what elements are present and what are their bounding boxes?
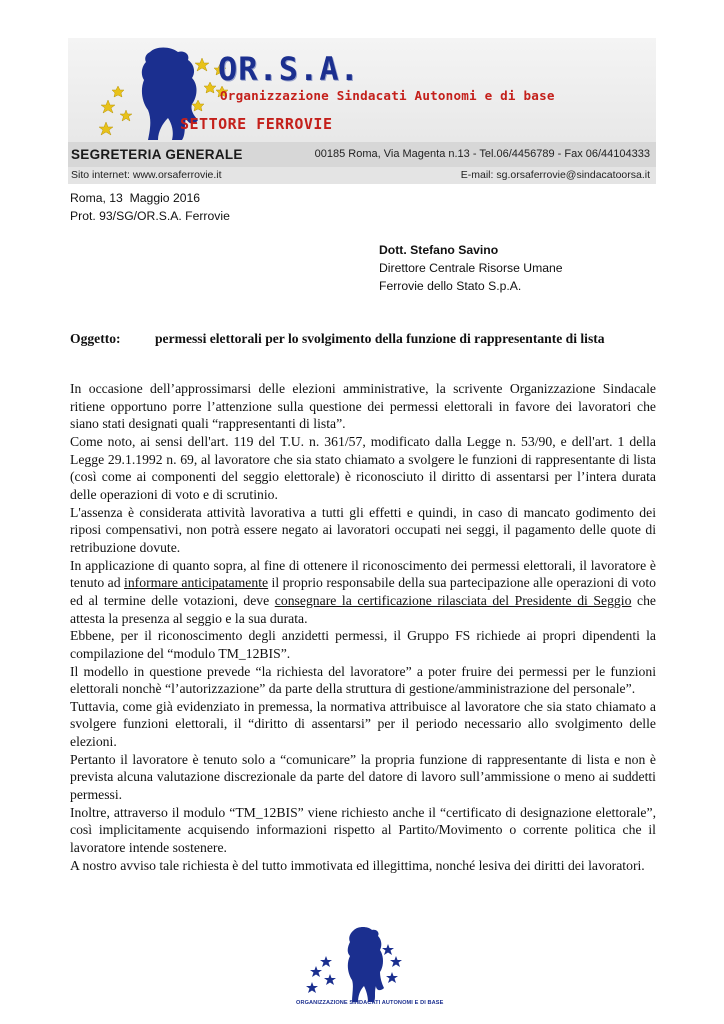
letterhead [68,38,656,184]
letterhead-info-bar [68,142,656,167]
body-text: che attesta la presenza al seggio e la sua durata. [70,592,656,626]
footer-bear-logo-icon [296,926,444,1006]
date-block [70,189,230,225]
subject-text: permessi elettorali per lo svolgimento della funzione di rappresentante di lista [155,331,605,346]
body-paragraph: Ebbene, per il riconoscimento degli anzidetti permessi, il Gruppo FS richiede ai propri dipendenti la compilazione del “modulo TM_12BIS”. [70,628,656,661]
brand-name: OR.S.A. [218,50,360,88]
recipient-company: Ferrovie dello Stato S.p.A. [379,279,522,293]
recipient-role: Direttore Centrale Risorse Umane [379,261,563,275]
website-link[interactable]: Sito internet: www.orsaferrovie.it [71,169,222,181]
sector-title: SETTORE FERROVIE [180,115,333,133]
body-text: il proprio responsabile della sua partecipazione alle operazioni di voto ed al termine delle votazioni, deve [70,575,656,608]
letter-date: Roma, 13 Maggio 2016 [70,191,201,205]
organization-full-name: Organizzazione Sindacati Autonomi e di base [220,88,555,103]
body-paragraph [70,557,656,628]
footer-caption: ORGANIZZAZIONE SINDACATI AUTONOMI E DI BASE [296,1000,444,1006]
body-paragraph: L'assenza è considerata attività lavorativa a tutti gli effetti e quindi, in caso di mancato godimento dei riposi compensativi, non potrà essere negato ai lavoratori occupati nei seggi, il pagamento delle quote di retribuzione dovute. [70,504,656,555]
recipient-block [379,241,563,295]
body-paragraph: Inoltre, attraverso il modulo “TM_12BIS” viene richiesto anche il “certificato di designazione elettorale”, così implicitamente acquisendo informazioni rispetto al Partito/Movimento o corrente politica che il lavoratore intende sostenere. [70,804,656,856]
body-text: In applicazione di quanto sopra, al fine di ottenere il riconoscimento dei permessi elettorali, il lavoratore è tenuto ad [70,557,656,591]
letter-body [70,380,656,874]
body-paragraph: A nostro avviso tale richiesta è del tutto immotivata ed illegittima, nonché lesiva dei diritti dei lavoratori. [70,857,645,873]
recipient-name: Dott. Stefano Savino [379,243,499,257]
body-paragraph: Tuttavia, come già evidenziato in premessa, la normativa attribuisce al lavoratore che sia stato chiamato a svolgere funzioni elettorali, il “diritto di assentarsi” per il periodo necessario allo svolgimento delle elezioni. [70,698,656,750]
email-link[interactable]: E-mail: sg.orsaferrovie@sindacatoorsa.it [460,169,650,181]
underlined-text: informare anticipatamente [124,575,269,591]
body-paragraph: Come noto, ai sensi dell'art. 119 del T.U. n. 361/57, modificato dalla Legge n. 53/90, e dell'art. 1 della Legge 29.1.1992 n. 69, al lavoratore che sia stato chiamato a svolgere le funzioni di rappresentante di lista (così come ai componenti del seggio elettorale) è riconosciuto il diritto di assentarsi per l’intera durata delle operazioni di voto e di scrutinio. [70,433,656,502]
letterhead-web-bar [68,167,656,184]
protocol-number: Prot. 93/SG/OR.S.A. Ferrovie [70,209,230,223]
address-contacts: 00185 Roma, Via Magenta n.13 - Tel.06/4456789 - Fax 06/44104333 [314,148,650,160]
subject-label: Oggetto: [70,331,121,346]
body-paragraph: Pertanto il lavoratore è tenuto solo a “comunicare” la propria funzione di rappresentante di lista e non è prevista alcuna valutazione discrezionale da parte del datore di lavoro sull’ammissione o meno ai suddetti permessi. [70,751,656,803]
body-paragraph: Il modello in questione prevede “la richiesta del lavoratore” a poter fruire dei permessi per le funzioni elettorali nonchè “l’autorizzazione” da parte della struttura di gestione/amministrazione del personale”. [70,663,656,697]
secretariat-label: SEGRETERIA GENERALE [71,147,243,162]
underlined-text: consegnare la certificazione rilasciata del Presidente di Seggio [274,592,632,608]
body-paragraph: In occasione dell’approssimarsi delle elezioni amministrative, la scrivente Organizzazione Sindacale ritiene opportuno porre l’attenzione sulla questione dei permessi elettorali in favore dei lavoratori che siano stati designati quali “rappresentanti di lista”. [70,381,656,432]
